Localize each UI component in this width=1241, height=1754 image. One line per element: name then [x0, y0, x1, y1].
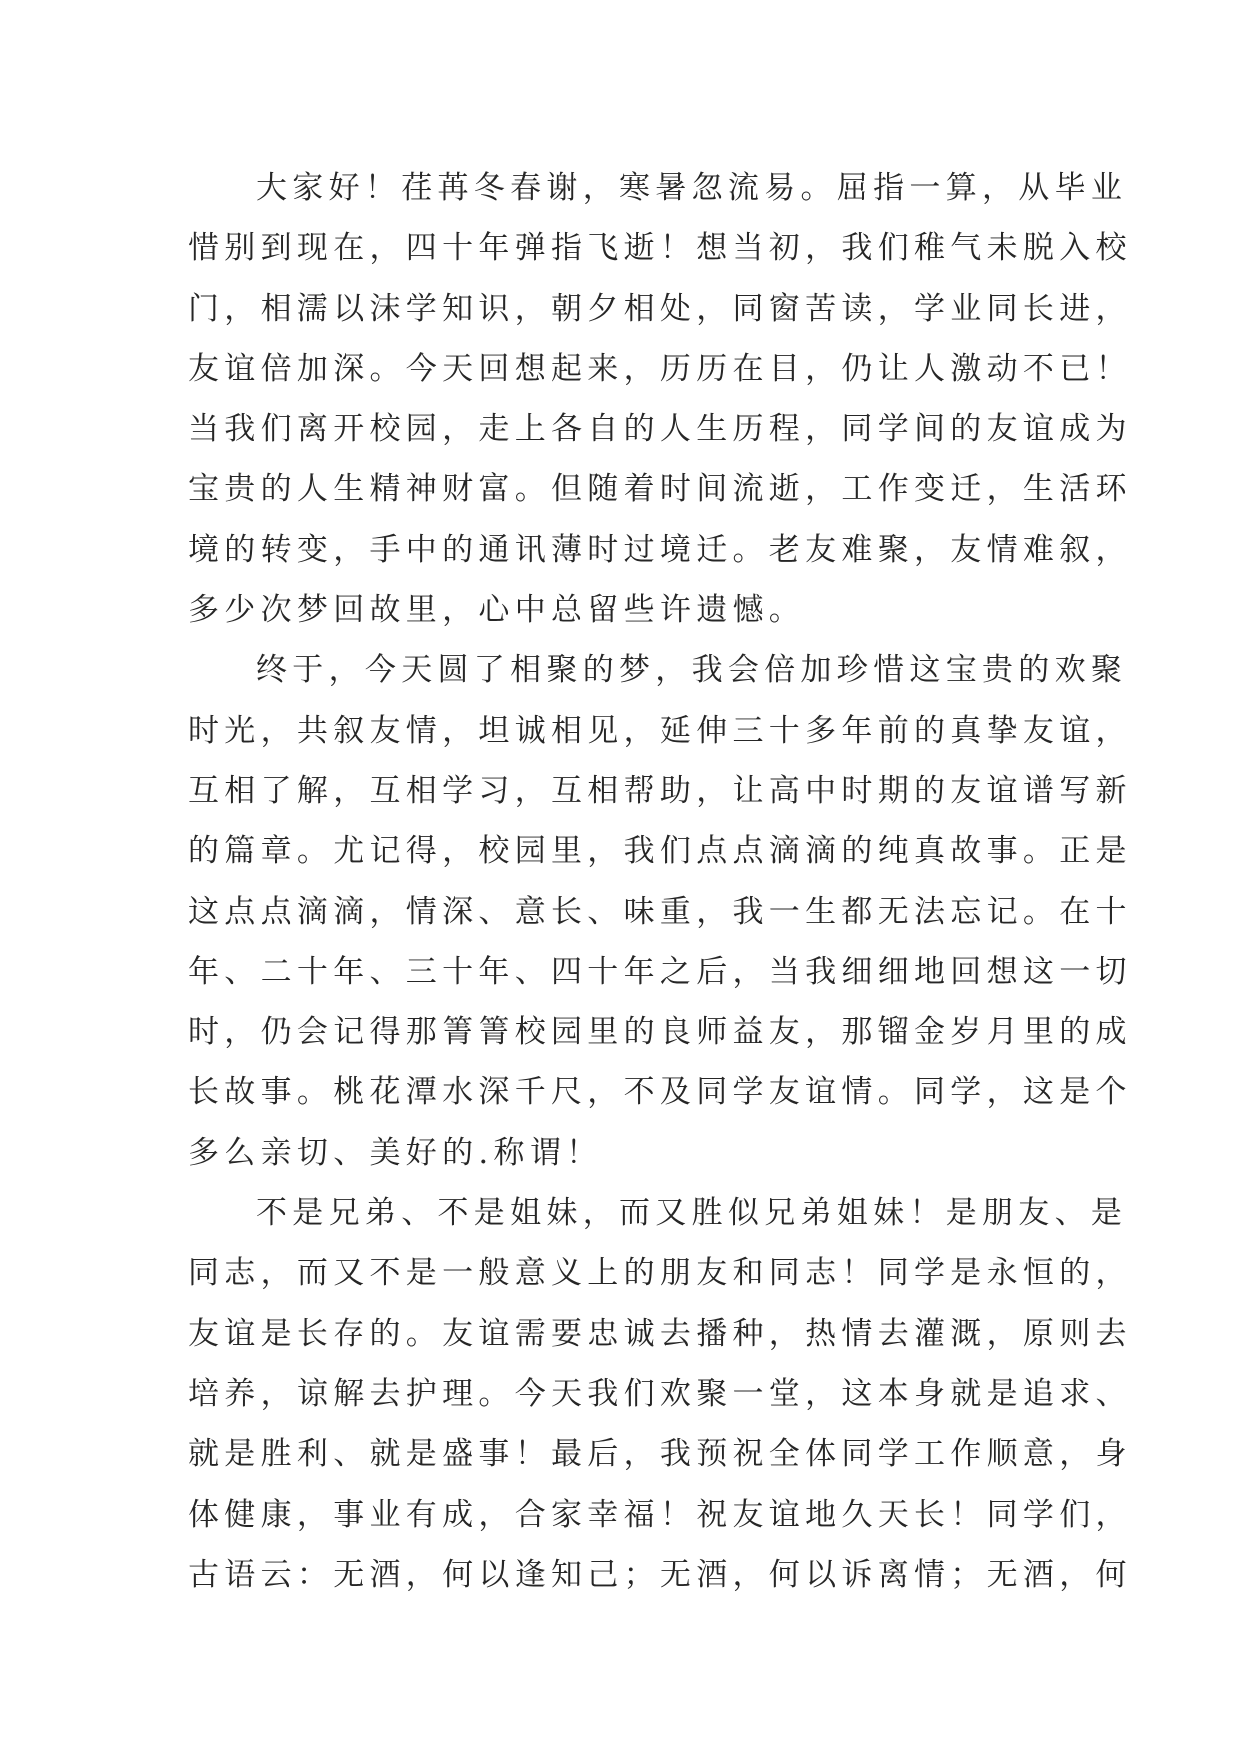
paragraph-1-line-1: 大家好！荏苒冬春谢，寒暑忽流易。屈指一算，从毕业 [256, 170, 1128, 206]
paragraph-1-line-7: 境的转变，手中的通讯薄时过境迁。老友难聚，友情难叙， [188, 531, 1132, 568]
document-body [188, 158, 1132, 1605]
paragraph-2-line-1: 终于，今天圆了相聚的梦，我会倍加珍惜这宝贵的欢聚 [256, 652, 1128, 689]
paragraph-3-line-3: 友谊是长存的。友谊需要忠诚去播种，热情去灌溉，原则去 [188, 1315, 1132, 1352]
paragraph-2-line-4: 的篇章。尤记得，校园里，我们点点滴滴的纯真故事。正是 [188, 833, 1132, 870]
paragraph-2-line-7: 时，仍会记得那箐箐校园里的良师益友，那镏金岁月里的成 [188, 1014, 1132, 1051]
paragraph-2-line-5: 这点点滴滴，情深、意长、味重，我一生都无法忘记。在十 [188, 893, 1132, 930]
paragraph-1-line-3: 门，相濡以沫学知识，朝夕相处，同窗苦读，学业同长进， [188, 290, 1132, 327]
paragraph-1-line-2: 惜别到现在，四十年弹指飞逝！想当初，我们稚气未脱入校 [188, 230, 1132, 267]
paragraph-1-line-5: 当我们离开校园，走上各自的人生历程，同学间的友谊成为 [188, 411, 1132, 448]
paragraph-1-line-6: 宝贵的人生精神财富。但随着时间流逝，工作变迁，生活环 [188, 471, 1132, 508]
paragraph-2-line-3: 互相了解，互相学习，互相帮助，让高中时期的友谊谱写新 [188, 772, 1132, 809]
paragraph-1-line-4: 友谊倍加深。今天回想起来，历历在目，仍让人激动不已！ [188, 350, 1132, 387]
paragraph-2-line-9: 多么亲切、美好的.称谓！ [188, 1134, 603, 1171]
paragraph-2-line-2: 时光，共叙友情，坦诚相见，延伸三十多年前的真挚友谊， [188, 712, 1132, 749]
paragraph-3-line-6: 体健康，事业有成，合家幸福！祝友谊地久天长！同学们， [188, 1496, 1132, 1533]
paragraph-3-line-5: 就是胜利、就是盛事！最后，我预祝全体同学工作顺意，身 [188, 1436, 1132, 1473]
paragraph-2-line-8: 长故事。桃花潭水深千尺，不及同学友谊情。同学，这是个 [188, 1074, 1132, 1111]
paragraph-2-line-6: 年、二十年、三十年、四十年之后，当我细细地回想这一切 [188, 953, 1132, 990]
paragraph-3-line-4: 培养，谅解去护理。今天我们欢聚一堂，这本身就是追求、 [188, 1375, 1132, 1412]
paragraph-1-line-8: 多少次梦回故里，心中总留些许遗憾。 [188, 592, 806, 629]
paragraph-3-line-1: 不是兄弟、不是姐妹，而又胜似兄弟姐妹！是朋友、是 [256, 1195, 1128, 1232]
paragraph-3-line-7: 古语云：无酒，何以逢知己；无酒，何以诉离情；无酒，何 [188, 1556, 1132, 1593]
paragraph-3-line-2: 同志，而又不是一般意义上的朋友和同志！同学是永恒的， [188, 1255, 1132, 1292]
